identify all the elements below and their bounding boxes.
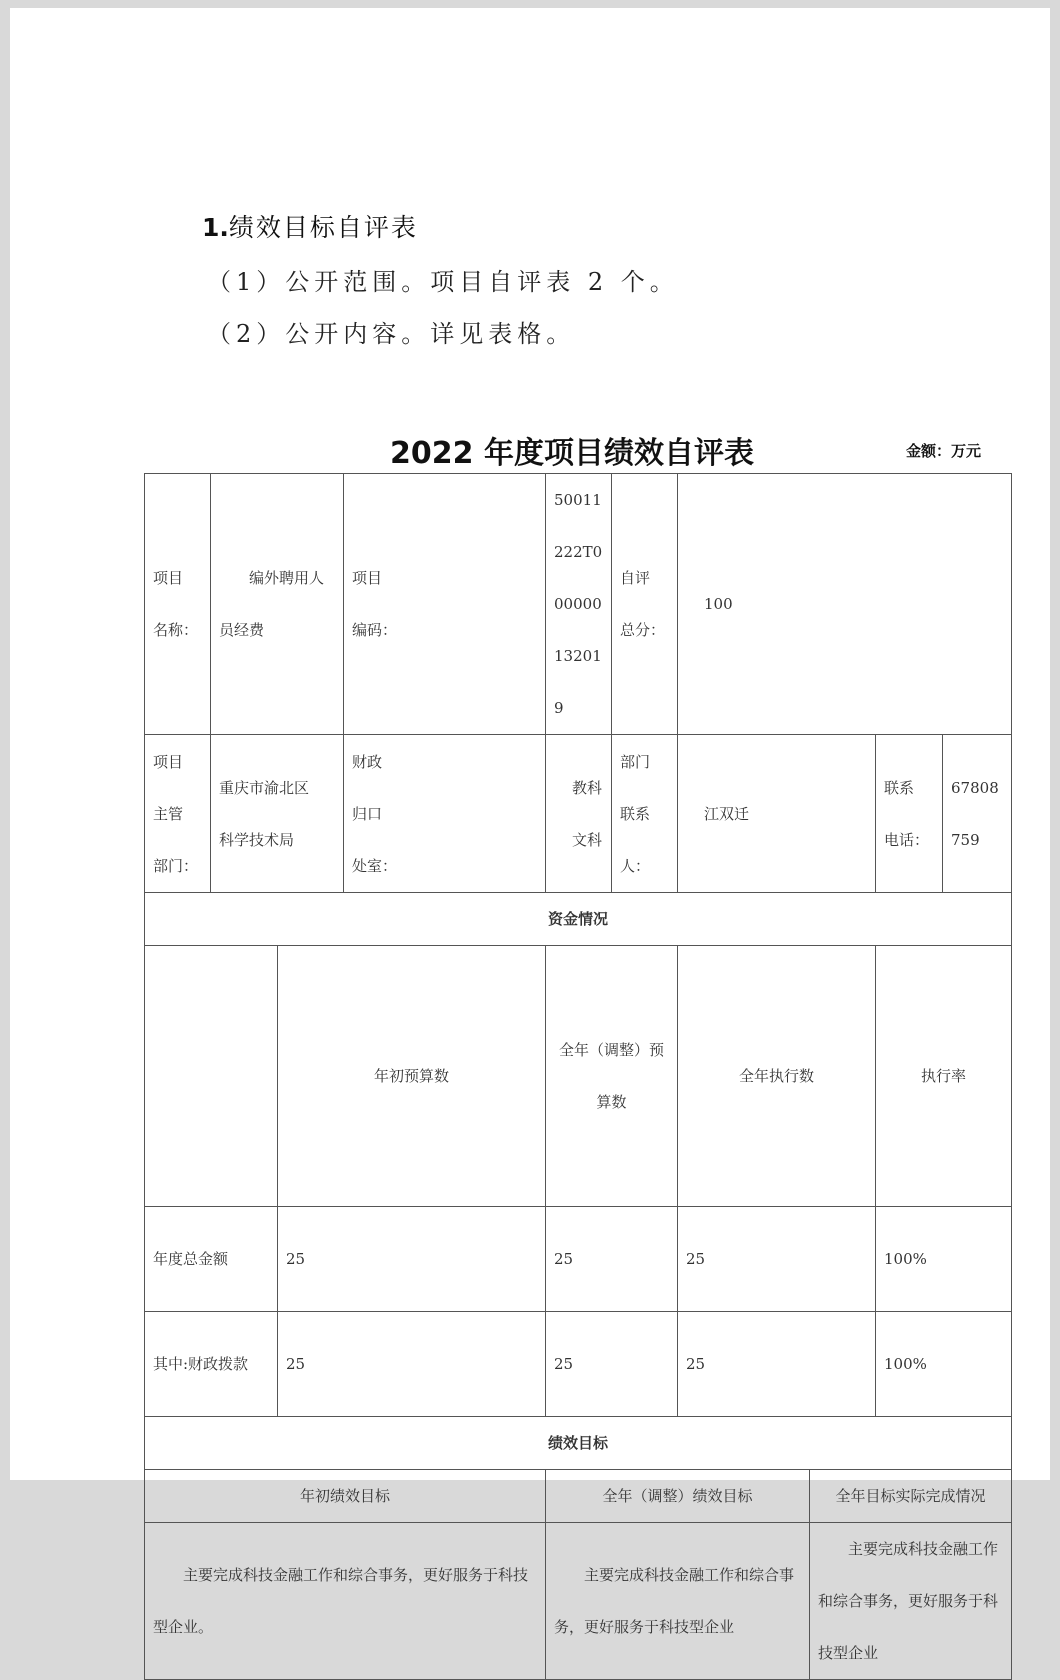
- contact-label: 部门 联系 人：: [612, 735, 678, 893]
- goals-section-title: 绩效目标: [145, 1417, 1012, 1470]
- document-page: [10, 8, 1050, 1662]
- goals-header-adjusted: 全年（调整）绩效目标: [546, 1470, 810, 1523]
- funds-cell-executed: 25: [678, 1312, 876, 1417]
- score-label: 自评 总分：: [612, 474, 678, 735]
- goals-value-actual: 主要完成科技金融工作和综合事务，更好服务于科技型企业: [810, 1523, 1012, 1680]
- funds-header-executed: 全年执行数: [678, 946, 876, 1207]
- table-title: 2022 年度项目绩效自评表: [390, 436, 754, 471]
- contact-value: 江双迁: [678, 735, 876, 893]
- goals-values-row: [145, 1523, 1012, 1680]
- goals-value-adjusted: 主要完成科技金融工作和综合事务，更好服务于科技型企业: [546, 1523, 810, 1680]
- funds-header-rate: 执行率: [876, 946, 1012, 1207]
- goals-value-initial: 主要完成科技金融工作和综合事务，更好服务于科技型企业。: [145, 1523, 546, 1680]
- funds-row-label: 其中:财政拨款: [145, 1312, 278, 1417]
- heading-number: 1.: [202, 213, 229, 242]
- info-row-2: [145, 735, 1012, 893]
- paragraph-content: （2）公开内容。详见表格。: [207, 320, 576, 348]
- goals-section-row: [145, 1417, 1012, 1470]
- funds-header-adjusted: 全年（调整）预算数: [546, 946, 678, 1207]
- office-label: 财政 归口 处室：: [344, 735, 546, 893]
- project-name-value: 编外聘用人员经费: [211, 474, 344, 735]
- funds-header-blank: [145, 946, 278, 1207]
- dept-value: 重庆市渝北区 科学技术局: [211, 735, 344, 893]
- funds-row-label: 年度总金额: [145, 1207, 278, 1312]
- amount-unit: 金额：万元: [906, 442, 982, 460]
- office-value: 教科文科: [546, 735, 612, 893]
- funds-header-row: [145, 946, 1012, 1207]
- goals-header-row: [145, 1470, 1012, 1523]
- funds-cell-rate: 100%: [876, 1312, 1012, 1417]
- project-name-label: 项目 名称：: [145, 474, 211, 735]
- funds-cell-executed: 25: [678, 1207, 876, 1312]
- goals-header-initial: 年初绩效目标: [145, 1470, 546, 1523]
- table-row: [145, 1207, 1012, 1312]
- funds-cell-initial: 25: [278, 1207, 546, 1312]
- heading-text: 绩效目标自评表: [228, 213, 418, 242]
- phone-label: 联系 电话：: [876, 735, 943, 893]
- funds-cell-adjusted: 25: [546, 1207, 678, 1312]
- goals-header-actual: 全年目标实际完成情况: [810, 1470, 1012, 1523]
- project-code-label: 项目 编码：: [344, 474, 546, 735]
- evaluation-table: [144, 473, 1012, 1680]
- funds-cell-rate: 100%: [876, 1207, 1012, 1312]
- funds-cell-adjusted: 25: [546, 1312, 678, 1417]
- info-row-1: [145, 474, 1012, 735]
- funds-section-row: [145, 893, 1012, 946]
- section-heading: [202, 208, 418, 244]
- paragraph-scope: （1）公开范围。项目自评表 2 个。: [207, 268, 679, 296]
- funds-section-title: 资金情况: [145, 893, 1012, 946]
- table-row: [145, 1312, 1012, 1417]
- funds-header-initial: 年初预算数: [278, 946, 546, 1207]
- project-code-value: 50011222T000000132019: [546, 474, 612, 735]
- dept-label: 项目 主管 部门：: [145, 735, 211, 893]
- score-value: 100: [678, 474, 1012, 735]
- phone-value: 67808759: [943, 735, 1012, 893]
- funds-cell-initial: 25: [278, 1312, 546, 1417]
